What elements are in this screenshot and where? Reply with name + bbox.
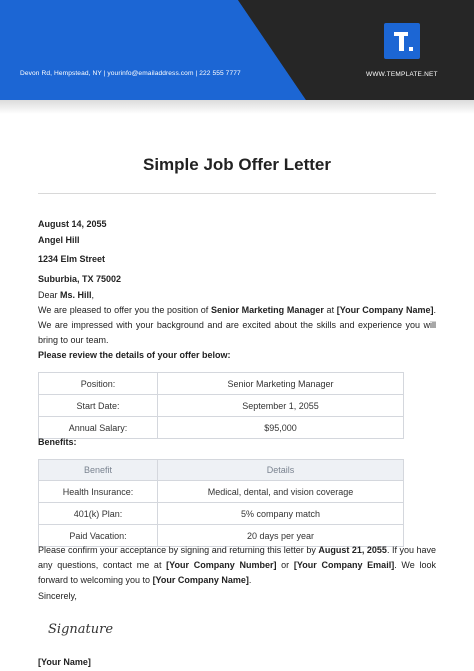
letterhead-banner [0, 0, 474, 100]
table-header-row [39, 460, 404, 481]
table-cell-details: Medical, dental, and vision coverage [158, 481, 404, 503]
title-divider [38, 193, 436, 194]
table-cell-value: September 1, 2055 [158, 395, 404, 417]
column-header-details: Details [158, 460, 404, 481]
template-logo-icon [384, 23, 420, 59]
benefits-heading: Benefits: [38, 437, 77, 447]
recipient-city: Suburbia, TX 75002 [38, 274, 122, 284]
table-cell-label: Start Date: [39, 395, 158, 417]
table-cell-label: Annual Salary: [39, 417, 158, 439]
letterhead-contact: Devon Rd, Hempstead, NY | yourinfo@emailaddress.com | 222 555 7777 [20, 70, 241, 77]
letterhead-website: WWW.TEMPLATE.NET [366, 71, 438, 78]
recipient-street: 1234 Elm Street [38, 254, 106, 264]
closing-paragraph: Please confirm your acceptance by signing and returning this letter by August 21, 2055. If you have any questions, contact me at [Your Company Number] or [Your Company Email]. We look forward to welcoming you to [Your Company Name]. [38, 545, 437, 585]
table-row [39, 481, 404, 503]
intro-paragraph: We are pleased to offer you the position of Senior Marketing Manager at [Your Company Name]. We are impressed with your background and are excited about the skills and experience you will bring to our team. [38, 305, 437, 345]
table-cell-details: 20 days per year [158, 525, 404, 547]
column-header-benefit: Benefit [39, 460, 158, 481]
table-row [39, 417, 404, 439]
table-cell-benefit: 401(k) Plan: [39, 503, 158, 525]
sign-off: Sincerely, [38, 591, 77, 601]
table-row [39, 503, 404, 525]
table-cell-value: $95,000 [158, 417, 404, 439]
letter-date: August 14, 2055 [38, 219, 107, 229]
recipient-name: Angel Hill [38, 235, 80, 245]
table-row [39, 373, 404, 395]
sender-name: [Your Name] [38, 657, 91, 667]
review-heading: Please review the details of your offer below: [38, 350, 231, 360]
table-row [39, 395, 404, 417]
table-cell-value: Senior Marketing Manager [158, 373, 404, 395]
salutation: Dear Ms. Hill, [38, 290, 95, 300]
table-cell-benefit: Paid Vacation: [39, 525, 158, 547]
table-cell-details: 5% company match [158, 503, 404, 525]
signature: Signature [48, 622, 114, 637]
table-cell-benefit: Health Insurance: [39, 481, 158, 503]
benefits-table [38, 459, 404, 547]
page-title: Simple Job Offer Letter [143, 155, 331, 174]
offer-details-table [38, 372, 404, 439]
table-cell-label: Position: [39, 373, 158, 395]
letterhead-shadow [0, 100, 474, 114]
